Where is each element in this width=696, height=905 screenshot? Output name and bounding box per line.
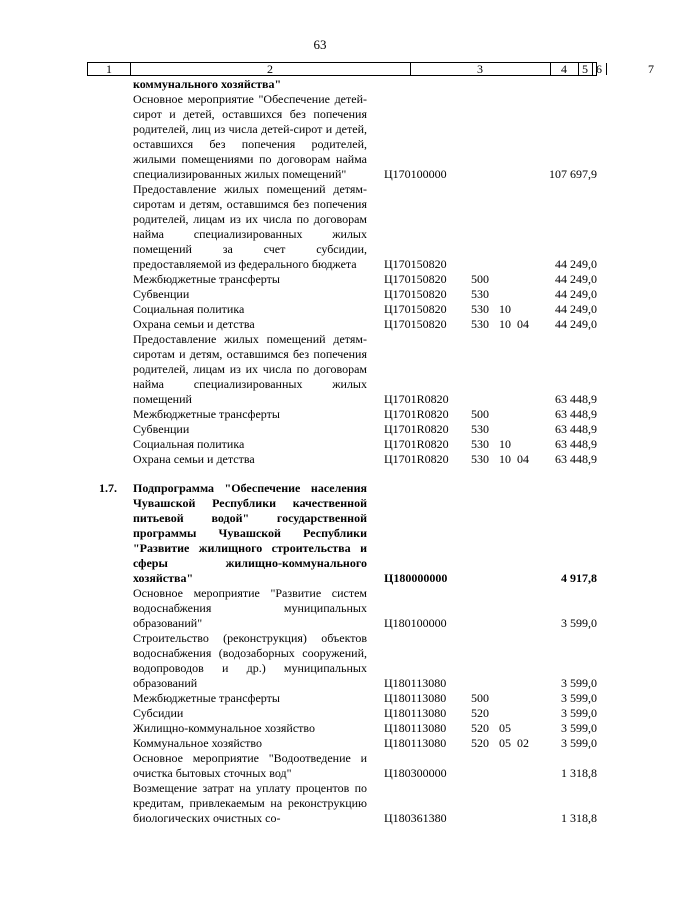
row-amount: 3 599,0 [561, 721, 597, 735]
row-code: Ц170150820 [384, 287, 447, 301]
table-row [0, 706, 640, 721]
row-code: Ц180113080 [384, 706, 447, 720]
row-expense-type: 520 [471, 706, 489, 720]
page-number: 63 [313, 37, 327, 52]
row-code: Ц170150820 [384, 257, 447, 271]
row-name: Основное мероприятие "Обеспечение детей-сирот и детей, оставшихся без попечения родителей, лиц из числа детей-сирот и детей, оставшихся без попечения родителей, жилыми помещениями по договорам найма специализированных жилых помещений" [133, 92, 367, 181]
row-section: 05 [499, 721, 511, 735]
row-name: Основное мероприятие "Развитие систем водоснабжения муниципальных образований" [133, 586, 367, 630]
row-code: Ц170100000 [384, 167, 447, 181]
row-expense-type: 530 [471, 287, 489, 301]
row-code: Ц180113080 [384, 676, 447, 690]
row-code: Ц180361380 [384, 811, 447, 825]
row-name: коммунального хозяйства" [133, 77, 282, 91]
row-name: Субвенции [133, 422, 190, 436]
row-code: Ц180113080 [384, 721, 447, 735]
row-amount: 4 917,8 [561, 571, 597, 585]
row-name: Межбюджетные трансферты [133, 407, 280, 421]
row-amount: 44 249,0 [555, 317, 597, 331]
row-code: Ц1701R0820 [384, 422, 449, 436]
row-expense-type: 520 [471, 736, 489, 750]
row-name: Социальная политика [133, 437, 245, 451]
table-row [0, 302, 640, 317]
header-col-6: 6 [596, 62, 602, 76]
table-row [0, 92, 640, 182]
table-row [0, 182, 640, 272]
row-code: Ц180300000 [384, 766, 447, 780]
row-code: Ц1701R0820 [384, 437, 449, 451]
row-code: Ц170150820 [384, 302, 447, 316]
table-header [87, 62, 654, 76]
header-col-3: 3 [477, 62, 483, 76]
row-code: Ц180113080 [384, 691, 447, 705]
row-expense-type: 530 [471, 317, 489, 331]
header-col-5: 5 [582, 62, 588, 76]
row-name: Межбюджетные трансферты [133, 691, 280, 705]
row-amount: 63 448,9 [555, 437, 597, 451]
row-section: 10 [499, 437, 511, 451]
row-amount: 1 318,8 [561, 766, 597, 780]
row-amount: 3 599,0 [561, 676, 597, 690]
row-expense-type: 530 [471, 302, 489, 316]
row-code: Ц170150820 [384, 317, 447, 331]
row-section: 10 [499, 317, 511, 331]
row-code: Ц180100000 [384, 616, 447, 630]
row-expense-type: 500 [471, 272, 489, 286]
table-row [0, 317, 640, 332]
row-amount: 1 318,8 [561, 811, 597, 825]
row-section: 10 [499, 302, 511, 316]
row-subsection: 04 [517, 452, 529, 466]
table-row [0, 272, 640, 287]
row-name: Строительство (реконструкция) объектов водоснабжения (водозаборных сооружений, водопроводов и др.) муниципальных образований [133, 631, 367, 690]
row-name: Жилищно-коммунальное хозяйство [133, 721, 316, 735]
table-row [0, 481, 640, 586]
header-col-2: 2 [267, 62, 273, 76]
row-expense-type: 530 [471, 452, 489, 466]
row-section: 05 [499, 736, 511, 750]
row-amount: 107 697,9 [549, 167, 597, 181]
row-code: Ц1701R0820 [384, 392, 449, 406]
header-col-1: 1 [106, 62, 112, 76]
row-code: Ц180000000 [384, 571, 448, 585]
table-row [0, 691, 640, 706]
row-amount: 63 448,9 [555, 422, 597, 436]
row-name: Подпрограмма "Обеспечение населения Чувашской Республики качественной питьевой водой" государственной программы Чувашской Республики "Развитие жилищного строительства и сферы жилищно-коммунального хозяйства" [133, 481, 367, 585]
row-amount: 63 448,9 [555, 407, 597, 421]
table-row [0, 422, 640, 437]
header-col-4: 4 [561, 62, 567, 76]
row-name: Охрана семьи и детства [133, 452, 255, 466]
table-row [0, 781, 640, 826]
row-code: Ц180113080 [384, 736, 447, 750]
row-amount: 44 249,0 [555, 272, 597, 286]
row-subsection: 02 [517, 736, 529, 750]
row-name: Межбюджетные трансферты [133, 272, 280, 286]
row-amount: 44 249,0 [555, 257, 597, 271]
row-subsection: 04 [517, 317, 529, 331]
row-code: Ц1701R0820 [384, 407, 449, 421]
row-expense-type: 530 [471, 437, 489, 451]
table-row [0, 452, 640, 467]
table-row [0, 407, 640, 422]
table-row [0, 751, 640, 781]
row-expense-type: 520 [471, 721, 489, 735]
row-amount: 63 448,9 [555, 392, 597, 406]
row-amount: 44 249,0 [555, 302, 597, 316]
row-name: Социальная политика [133, 302, 245, 316]
row-amount: 3 599,0 [561, 706, 597, 720]
table-row [0, 332, 640, 407]
row-expense-type: 530 [471, 422, 489, 436]
row-name: Возмещение затрат на уплату процентов по кредитам, привлекаемым на реконструкцию биологических очистных со- [133, 781, 367, 825]
row-name: Основное мероприятие "Водоотведение и очистка бытовых сточных вод" [133, 751, 367, 780]
table-row [0, 77, 640, 92]
header-col-7: 7 [648, 62, 654, 76]
row-number: 1.7. [99, 481, 117, 495]
row-name: Субвенции [133, 287, 190, 301]
row-amount: 63 448,9 [555, 452, 597, 466]
row-amount: 44 249,0 [555, 287, 597, 301]
table-row [0, 586, 640, 631]
row-code: Ц170150820 [384, 272, 447, 286]
row-amount: 3 599,0 [561, 736, 597, 750]
row-name: Субсидии [133, 706, 184, 720]
budget-table-body [0, 77, 640, 826]
table-row [0, 721, 640, 736]
table-row [0, 631, 640, 691]
row-name: Предоставление жилых помещений детям-сиротам и детям, оставшимся без попечения родителей, лицам из их числа по договорам найма специализированных жилых помещений [133, 332, 367, 406]
row-expense-type: 500 [471, 691, 489, 705]
row-code: Ц1701R0820 [384, 452, 449, 466]
table-row [0, 736, 640, 751]
row-amount: 3 599,0 [561, 691, 597, 705]
row-amount: 3 599,0 [561, 616, 597, 630]
table-row [0, 437, 640, 452]
row-name: Коммунальное хозяйство [133, 736, 262, 750]
row-expense-type: 500 [471, 407, 489, 421]
row-section: 10 [499, 452, 511, 466]
table-row [0, 287, 640, 302]
row-name: Охрана семьи и детства [133, 317, 255, 331]
row-name: Предоставление жилых помещений детям-сиротам и детям, оставшимся без попечения родителей, лицам из их числа по договорам найма специализированных жилых помещений за счет субсидии, предоставляемой из федерального бюджета [133, 182, 367, 271]
